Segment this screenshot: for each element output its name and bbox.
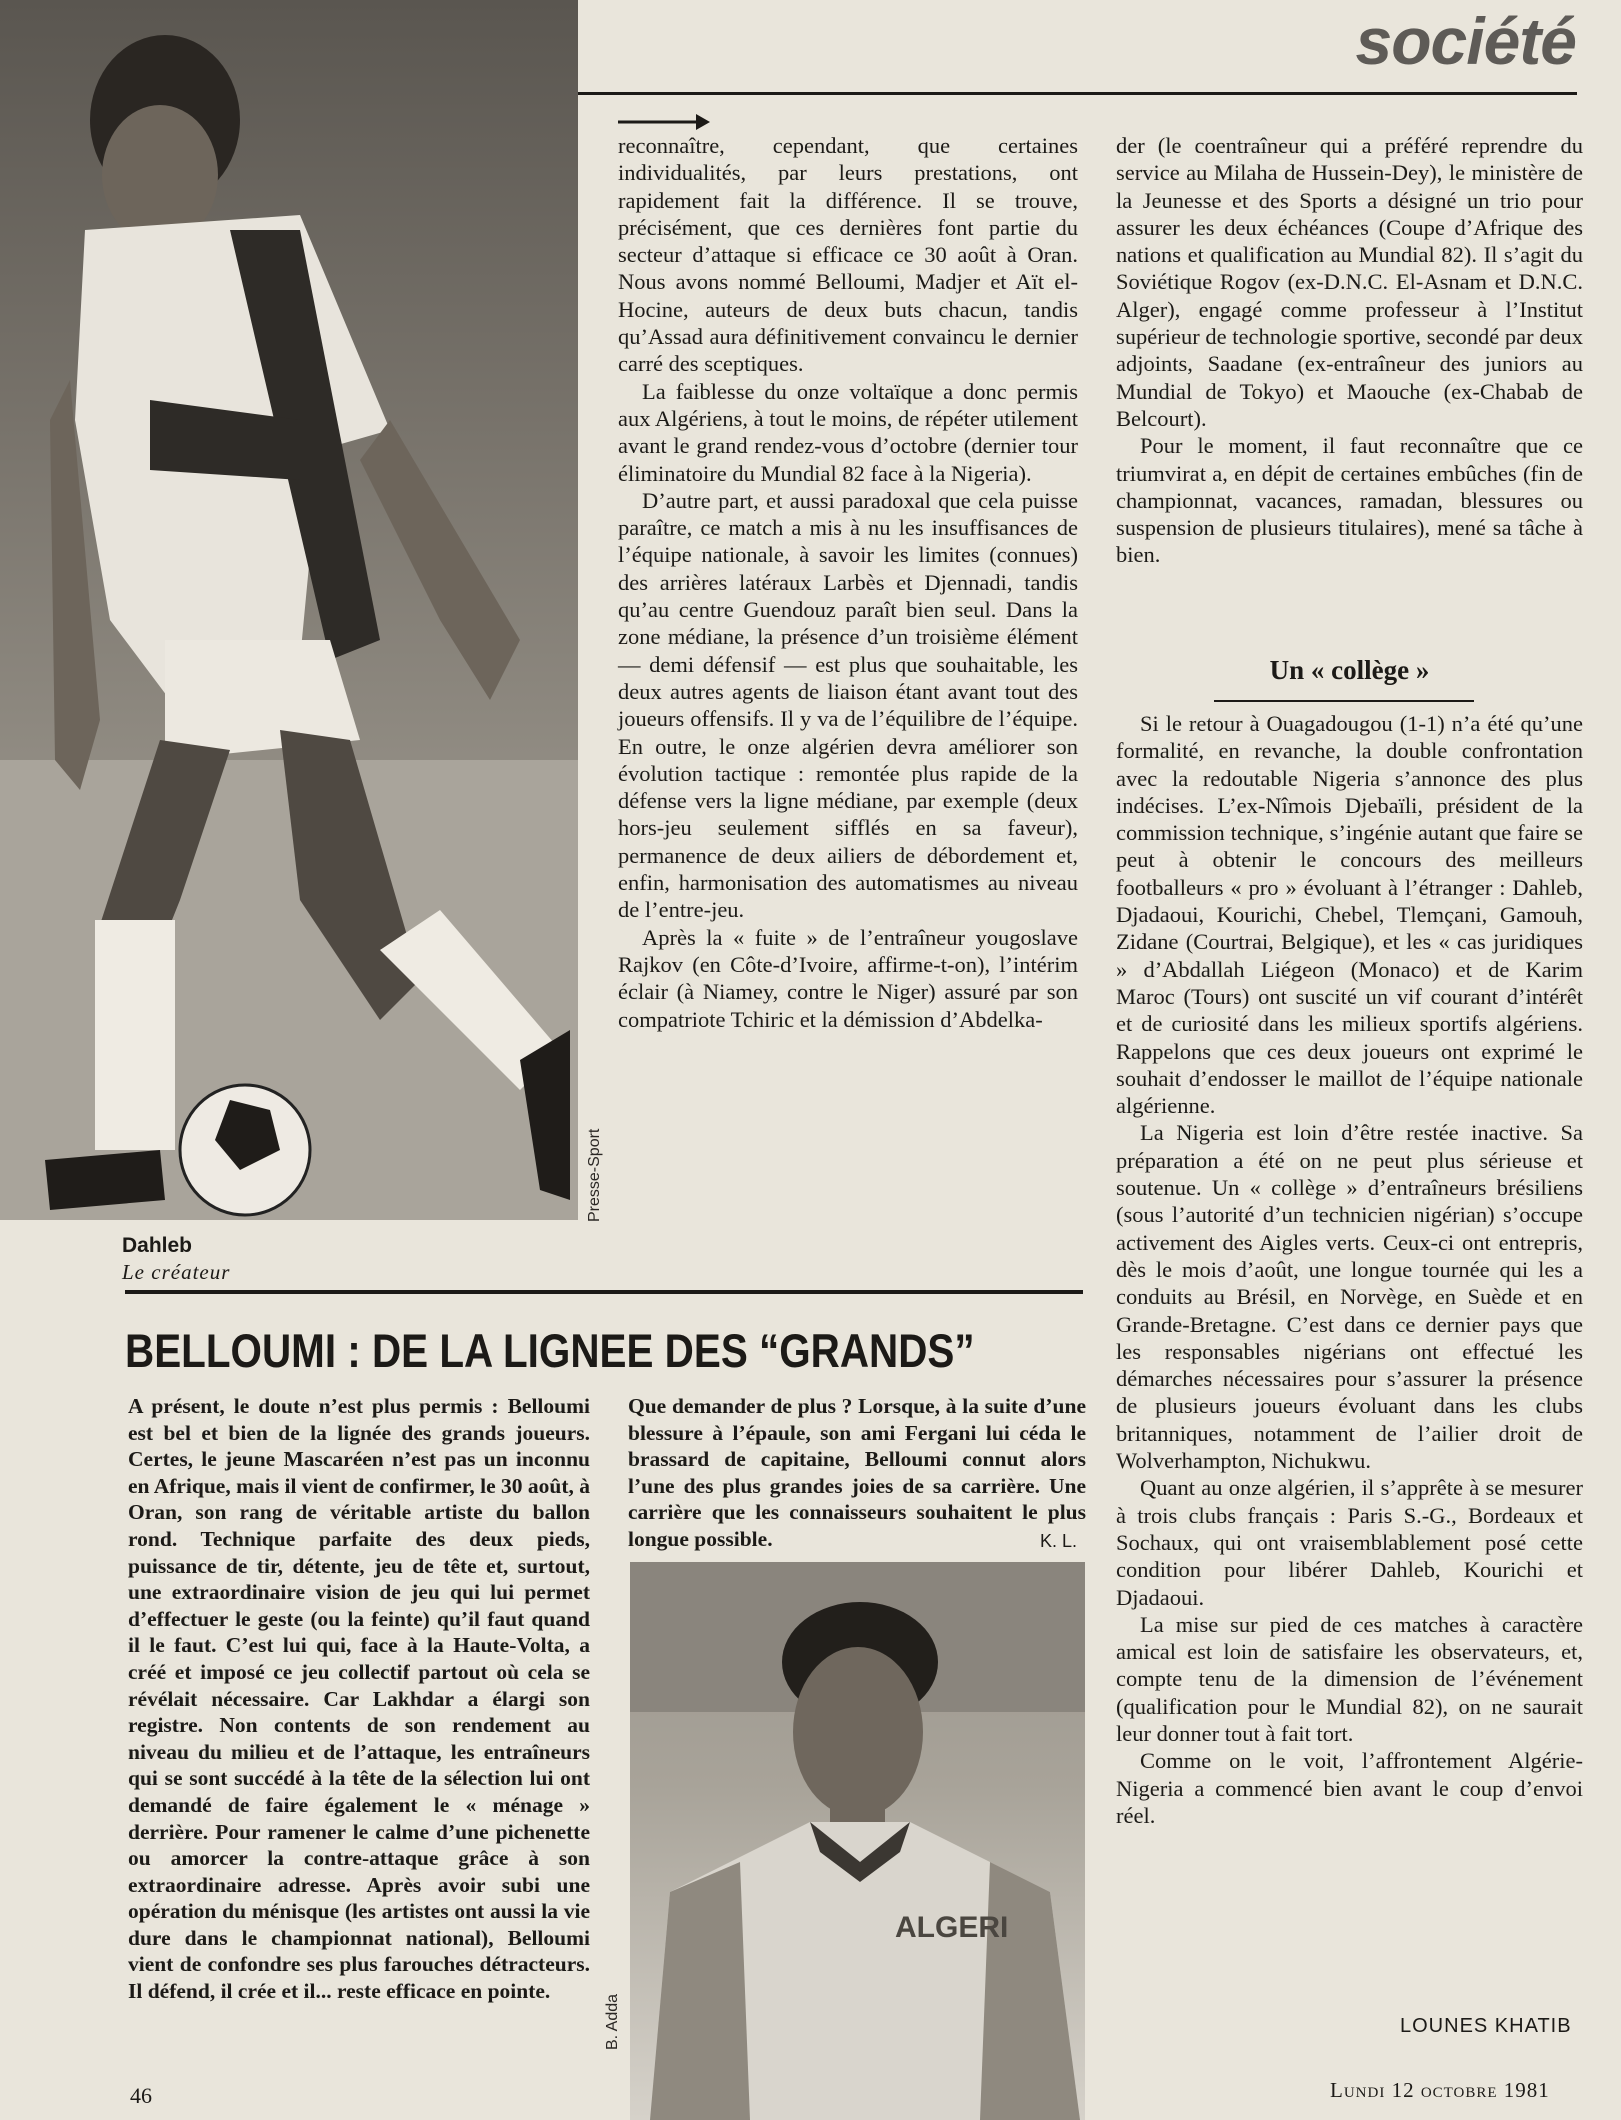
paragraph: La Nigeria est loin d’être restée inactive. Sa préparation a été on ne peut plus sérieuse et soutenue. Un « collège » d’entraîneurs brésiliens (sous l’autorité d’un technicien nigérian) s’occupe activement des Aigles verts. Ceux-ci ont entrepris, dès le mois d’août, une longue tournée qui les a conduits au Brésil, en Norvège, en Suède et en Grande-Bretagne. C’est dans ce dernier pays que les responsables nigérians ont effectué les démarches nécessaires pour s’assurer la présence de plusieurs joueurs évoluant dans les clubs britanniques, notamment de l’ailier droit de Wolverhampton, Nichukwu.: [1116, 1120, 1583, 1474]
article-column-2: [1116, 132, 1583, 569]
paragraph: La mise sur pied de ces matches à caractère amical est loin de satisfaire les observateurs, et, compte tenu de la dimension de l’événement (qualification pour le Mundial 82), on ne saurait leur donner tout à fait tort.: [1116, 1611, 1583, 1746]
paragraph: Quant au onze algérien, il s’apprête à se mesurer à trois clubs français : Paris S.-G., Bordeaux et Sochaux, qui ont vraisemblablement posé cette condition pour libérer Dahleb, Kourichi et Djadaoui.: [1116, 1475, 1583, 1610]
continuation-arrow-icon: [618, 112, 710, 132]
player-silhouette: [0, 0, 578, 1220]
paragraph: La faiblesse du onze voltaïque a donc permis aux Algériens, à tout le moins, de répéter utilement avant le grand rendez-vous d’octobre (dernier tour éliminatoire du Mundial 82 face à la Nigeria).: [618, 378, 1078, 486]
paragraph: Si le retour à Ouagadougou (1-1) n’a été qu’une formalité, en revanche, la double confrontation avec la redoutable Nigeria s’annonce des plus indécises. L’ex-Nîmois Djebaïli, président de la commission technique, s’ingénie autant que faire se peut à obtenir le concours des meilleurs footballeurs « pro » évoluant à l’étranger : Dahleb, Djadaoui, Kourichi, Chebel, Tlemçani, Gamouh, Zidane (Courtrai, Belgique), et les « cas juridiques » d’Abdallah Liégeon (Monaco) et de Karim Maroc (Tours) ont suscité un vif courant d’intérêt et de curiosité dans les milieux sportifs algériens. Rappelons que ces deux joueurs ont exprimé le souhait d’endosser le maillot de l’équipe nationale algérienne.: [1116, 711, 1583, 1119]
box-text-column-2: [628, 1393, 1086, 1553]
subheading-rule: [1214, 700, 1474, 702]
top-rule: [572, 92, 1577, 95]
page-number: 46: [130, 2083, 152, 2108]
paragraph: Après la « fuite » de l’entraîneur yougoslave Rajkov (en Côte-d’Ivoire, affirme-t-on), l’intérim éclair (à Niamey, contre le Niger) assuré par son compatriote Tchiric et la démission d’Abdelka-: [618, 924, 1078, 1032]
photo-credit-2: B. Adda: [604, 1993, 621, 2050]
photo-belloumi: [630, 1562, 1085, 2120]
article-column-2-continued: [1116, 710, 1583, 1829]
article-column-1: [618, 132, 1078, 1033]
photo-credit-1: Presse-Sport: [586, 1128, 603, 1222]
shirt-text: ALGERI: [895, 1911, 1009, 1944]
box-author-initials: K. L.: [1040, 1531, 1078, 1551]
paragraph: der (le coentraîneur qui a préféré reprendre du service au Milaha de Hussein-Dey), le ministère de la Jeunesse et des Sports a désigné un trio pour assurer les deux échéances (Coupe d’Afrique des nations et qualification au Mundial 82). Il s’agit du Soviétique Rogov (ex-D.N.C. El-Asnam et D.N.C. Alger), engagé comme professeur à l’Institut supérieur de technologie sportive, secondé par deux adjoints, Saadane (ex-entraîneur des juniors au Mundial de Tokyo) et Maouche (ex-Chabab de Belcourt).: [1116, 133, 1583, 431]
paragraph: Pour le moment, il faut reconnaître que ce triumvirat a, en dépit de certaines embûches (fin de championnat, vacances, ramadan, blessures ou suspension de plusieurs titulaires), mené sa tâche à bien.: [1116, 433, 1583, 568]
photo-dahleb: [0, 0, 578, 1220]
box-top-rule: [125, 1290, 1083, 1294]
photo-caption-name: Dahleb: [122, 1234, 193, 1257]
box-headline: BELLOUMI : DE LA LIGNEE DES “GRANDS”: [125, 1324, 975, 1377]
paragraph: A présent, le doute n’est plus permis : Belloumi est bel et bien de la lignée des grands joueurs. Certes, le jeune Mascaréen n’est pas un inconnu en Afrique, mais il vient de confirmer, le 30 août, à Oran, son rang de véritable artiste du ballon rond. Technique parfaite des deux pieds, puissance de tir, détente, jeu de tête et, surtout, une extraordinaire vision de jeu qui lui permet d’effectuer le geste (ou la feinte) qu’il faut quand il le faut. C’est lui qui, face à la Haute-Volta, a créé et imposé ce jeu collectif partout où cela se révélait nécessaire. Car Lakhdar a élargi son registre. Non contents de son rendement au niveau du milieu et de l’attaque, les entraîneurs qui se sont succédé à la tête de la sélection lui ont demandé de faire également le « ménage » derrière. Pour ramener le calme d’une pichenette ou amorcer la contre-attaque grâce à son extraordinaire adresse. Après avoir subi une opération du ménisque (les artistes ont aussi la vie dure dans le championnat national), Belloumi vient de confondre ses plus farouches détracteurs. Il défend, il crée et il... reste efficace en pointe.: [128, 1394, 591, 2004]
section-title: société: [1355, 4, 1576, 78]
author-signature: LOUNES KHATIB: [1400, 2015, 1572, 2037]
paragraph: reconnaître, cependant, que certaines individualités, par leurs prestations, ont rapidement fait la différence. Il se trouve, précisément, que ces dernières font partie du secteur d’attaque si efficace ce 30 août à Oran. Nous avons nommé Belloumi, Madjer et Aït el-Hocine, auteurs de deux buts chacun, tandis qu’Assad aura définitivement convaincu le dernier carré des sceptiques.: [618, 133, 1078, 377]
player-portrait: [630, 1562, 1085, 2120]
paragraph: D’autre part, et aussi paradoxal que cela puisse paraître, ce match a mis à nu les insuffisances de l’équipe nationale, à savoir les limites (connues) des arrières latéraux Larbès et Djennadi, tandis qu’au centre Guendouz paraît bien seul. Dans la zone médiane, la présence d’un troisième élément — demi défensif — est plus que souhaitable, les deux autres agents de liaison étant avant tout des joueurs offensifs. Il y va de l’équilibre de l’équipe. En outre, le onze algérien devra améliorer son évolution tactique : remontée plus rapide de la défense vers la ligne médiane, par exemple (deux hors-jeu seulement sifflés en sa faveur), permanence de deux ailiers de débordement et, enfin, harmonisation des automatismes au niveau de l’entre-jeu.: [618, 487, 1078, 923]
issue-date: Lundi 12 octobre 1981: [1330, 2078, 1550, 2102]
photo-caption-subtitle: Le créateur: [122, 1260, 231, 1284]
section-subheading: Un « collège »: [1269, 655, 1430, 685]
paragraph: Comme on le voit, l’affrontement Algérie-Nigeria a commencé bien avant le coup d’envoi réel.: [1116, 1748, 1583, 1828]
box-text-column-1: [128, 1393, 590, 2005]
paragraph: Que demander de plus ? Lorsque, à la suite d’une blessure à l’épaule, son ami Fergani lui céda le brassard de capitaine, Belloumi connut alors l’une des plus grandes joies de sa carrière. Une carrière que les connaisseurs souhaitent le plus longue possible.: [628, 1394, 1086, 1551]
